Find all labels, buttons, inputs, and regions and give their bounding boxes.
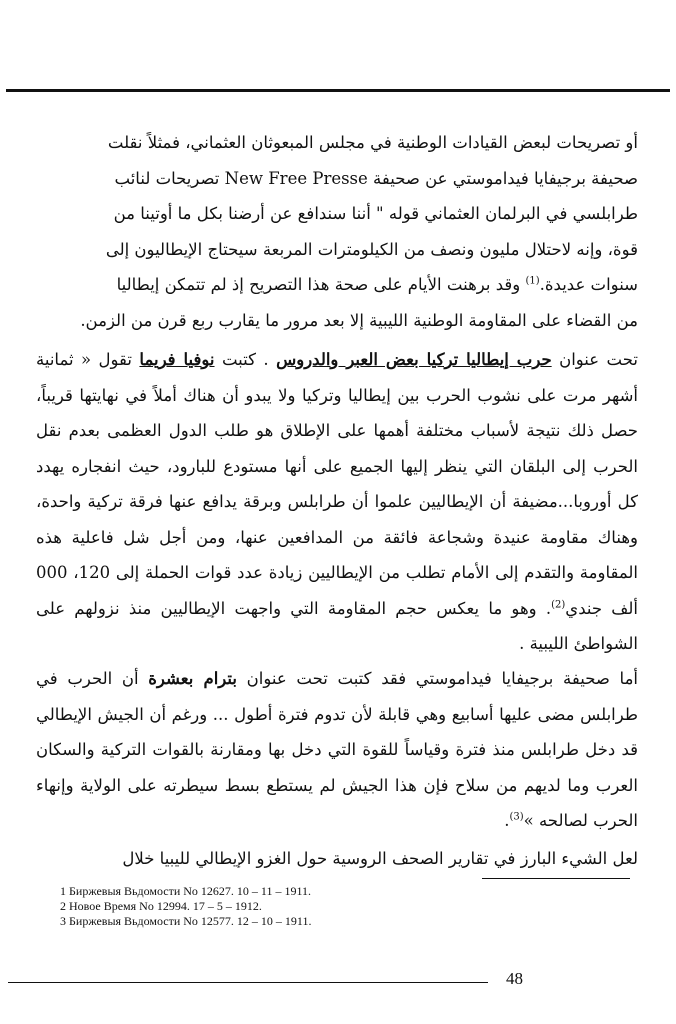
p2-article-title: حرب إيطاليا تركيا بعض العبر والدروس xyxy=(276,350,552,369)
footnote-ref-3: (3) xyxy=(509,811,524,823)
p2-author: نوفيا فريما xyxy=(139,350,215,369)
p1-line-5-b: وقد برهنت الأيام على صحة هذا التصريح إذ لم تتمكن إيطاليا xyxy=(116,275,526,294)
footnote-1: 1 Биржевыя Вьдомости No 12627. 10 – 11 – 1911. xyxy=(60,884,312,898)
p2-rest: تقول « ثمانية أشهر مرت على نشوب الحرب بين إيطاليا وتركيا ولا يبدو أن هناك أملاً في نهايتها قريباً، حصل ذلك نتيجة لأسباب مختلفة أهمها على الإطلاق هو طلب الدول العظمى بعدم نقل الحرب إلى البلقان التي ينظر إليها الجميع على أنها مستودع للبارود، حيث انفجاره يهدد كل أوروبا...مضيفة أن الإيطاليين علموا أن طرابلس وبرقة يدافع عنها فرقة تركية واحدة، وهناك مقاومة عنيدة وشجاعة فائقة من المدافعين عنها، ومن أجل شل فاعلية هذه المقاومة والتقدم إلى الأمام تطلب من الإيطاليين زيادة عدد قوات الحملة إلى 120، 000 ألف جندي xyxy=(36,350,638,618)
footnote-ref-1: (1) xyxy=(525,275,540,287)
header-rule xyxy=(6,89,670,92)
footer-rule xyxy=(8,982,488,983)
p2-body xyxy=(36,342,638,662)
p2-intro: تحت عنوان xyxy=(551,350,638,369)
footnote-2: 2 Новое Время No 12994. 17 – 5 – 1912. xyxy=(60,899,262,913)
paragraph-3 xyxy=(36,661,638,839)
p1-line-2: صحيفة برجيفايا فيداموستي عن صحيفة New Free Presse تصريحات لنائب xyxy=(114,168,638,188)
p1-line-6: من القضاء على المقاومة الوطنية الليبية إلا بعد مرور ما يقارب ربع قرن من الزمن. xyxy=(80,310,638,330)
p1-line-5-a: سنوات عديدة. xyxy=(539,275,638,294)
p1-line-1: أو تصريحات لبعض القيادات الوطنية في مجلس المبعوثان العثماني، فمثلاً نقلت xyxy=(107,133,638,152)
paragraph-1 xyxy=(36,125,638,338)
paragraph-2 xyxy=(36,342,638,662)
p3-end: . xyxy=(504,811,510,830)
p2-end: . وهو ما يعكس حجم المقاومة التي واجهت الإيطاليين منذ نزولهم على الشواطئ الليبية . xyxy=(36,598,638,653)
p3-article-title: بترام بعشرة xyxy=(148,669,237,688)
footnote-ref-2: (2) xyxy=(551,599,566,610)
p3-body xyxy=(36,661,638,839)
footnote-separator xyxy=(482,878,630,879)
footnote-3: 3 Биржевыя Вьдомости No 12577. 12 – 10 – 1911. xyxy=(60,914,312,928)
p2-mid: . كتبت xyxy=(214,350,277,369)
paragraph-4 xyxy=(36,841,638,877)
p1-line-3: طرابلسي في البرلمان العثماني قوله " أننا سندافع عن أرضنا بكل ما أوتينا من xyxy=(113,204,638,223)
p3-rest: أن الحرب في طرابلس مضى عليها أسابيع وهي قابلة لأن تدوم فترة أطول ... ورغم أن الجيش الإيطالي قد دخل طرابلس منذ فترة وقياساً للقوة التي دخل بها ومقارنة بالقوات التركية والسكان العرب وما لديهم من سلاح فإن هذا الجيش لم يستطع بسط سيطرته على الولاية وإنهاء الحرب لصالحه » xyxy=(36,669,638,830)
p4-line-1: لعل الشيء البارز في تقارير الصحف الروسية حول الغزو الإيطالي لليبيا خلال xyxy=(122,849,638,868)
footnotes xyxy=(60,884,311,929)
p3-intro: أما صحيفة برجيفايا فيداموستي فقد كتبت تحت عنوان xyxy=(236,669,638,688)
p1-line-4: قوة، وإنه لاحتلال مليون ونصف من الكيلومترات المربعة سيحتاج الإيطاليون إلى xyxy=(105,239,638,259)
p1-line-5 xyxy=(36,267,638,303)
page-number: 48 xyxy=(506,969,523,988)
